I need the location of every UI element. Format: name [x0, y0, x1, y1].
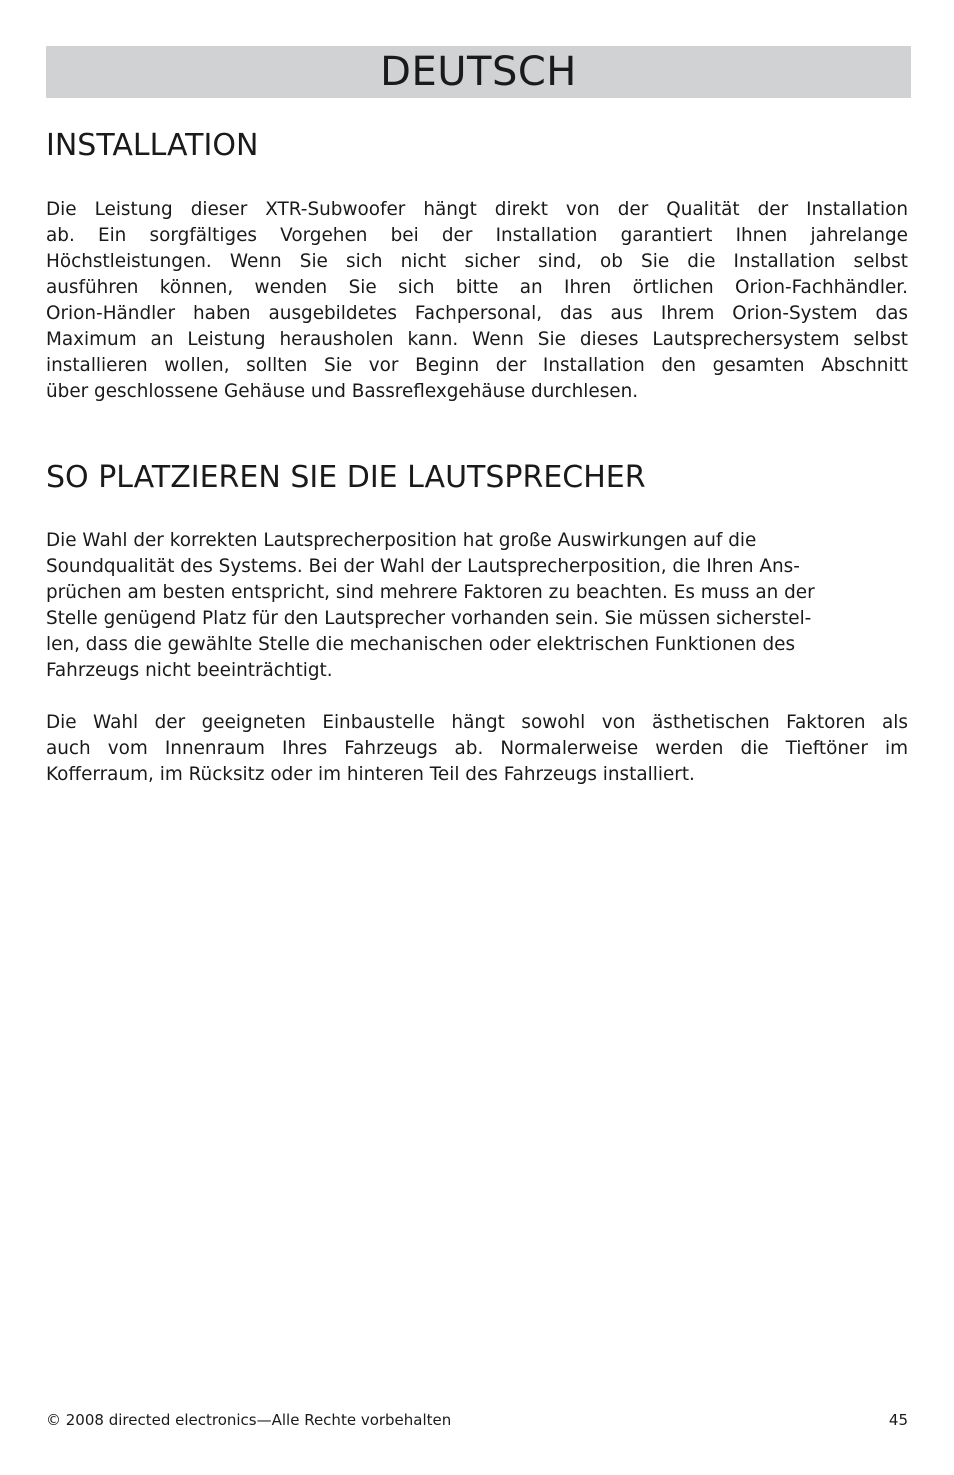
section-title-installation: INSTALLATION [46, 128, 259, 163]
paragraph-placement-2 [46, 710, 908, 788]
page-number: 45 [888, 1411, 908, 1429]
text-line: Orion-Händler haben ausgebildetes Fachpersonal, das aus Ihrem Orion-System das [46, 303, 908, 324]
copyright-notice: © 2008 directed electronics—Alle Rechte vorbehalten [46, 1411, 452, 1429]
text-line: Die Leistung dieser XTR-Subwoofer hängt direkt von der Qualität der Installation [46, 199, 908, 220]
text-line: Soundqualität des Systems. Bei der Wahl der Lautsprecherposition, die Ihren Ans- [46, 556, 800, 577]
text-line: Die Wahl der korrekten Lautsprecherposition hat große Auswirkungen auf die [46, 530, 757, 551]
text-line: über geschlossene Gehäuse und Bassreflexgehäuse durchlesen. [46, 381, 639, 402]
language-banner [46, 46, 911, 98]
text-line: Fahrzeugs nicht beeinträchtigt. [46, 660, 333, 681]
text-line: len, dass die gewählte Stelle die mechanischen oder elektrischen Funktionen des [46, 634, 796, 655]
text-line: Kofferraum, im Rücksitz oder im hinteren Teil des Fahrzeugs installiert. [46, 764, 695, 785]
text-line: Maximum an Leistung herausholen kann. Wenn Sie dieses Lautsprechersystem selbst [46, 329, 908, 350]
text-line: Stelle genügend Platz für den Lautsprecher vorhanden sein. Sie müssen sicherstel- [46, 608, 812, 629]
text-line: Höchstleistungen. Wenn Sie sich nicht sicher sind, ob Sie die Installation selbst [46, 251, 908, 272]
paragraph-installation [46, 197, 908, 405]
text-line: ab. Ein sorgfältiges Vorgehen bei der Installation garantiert Ihnen jahrelange [46, 225, 908, 246]
text-line: ausführen können, wenden Sie sich bitte an Ihren örtlichen Orion-Fachhändler. [46, 277, 908, 298]
text-line: installieren wollen, sollten Sie vor Beginn der Installation den gesamten Abschnitt [46, 355, 908, 376]
text-line: Die Wahl der geeigneten Einbaustelle hängt sowohl von ästhetischen Faktoren als [46, 712, 908, 733]
paragraph-placement-1 [46, 528, 908, 684]
section-title-speaker-placement: SO PLATZIEREN SIE DIE LAUTSPRECHER [46, 460, 646, 495]
language-title: DEUTSCH [380, 49, 577, 95]
text-line: prüchen am besten entspricht, sind mehrere Faktoren zu beachten. Es muss an der [46, 582, 815, 603]
text-line: auch vom Innenraum Ihres Fahrzeugs ab. Normalerweise werden die Tieftöner im [46, 738, 908, 759]
